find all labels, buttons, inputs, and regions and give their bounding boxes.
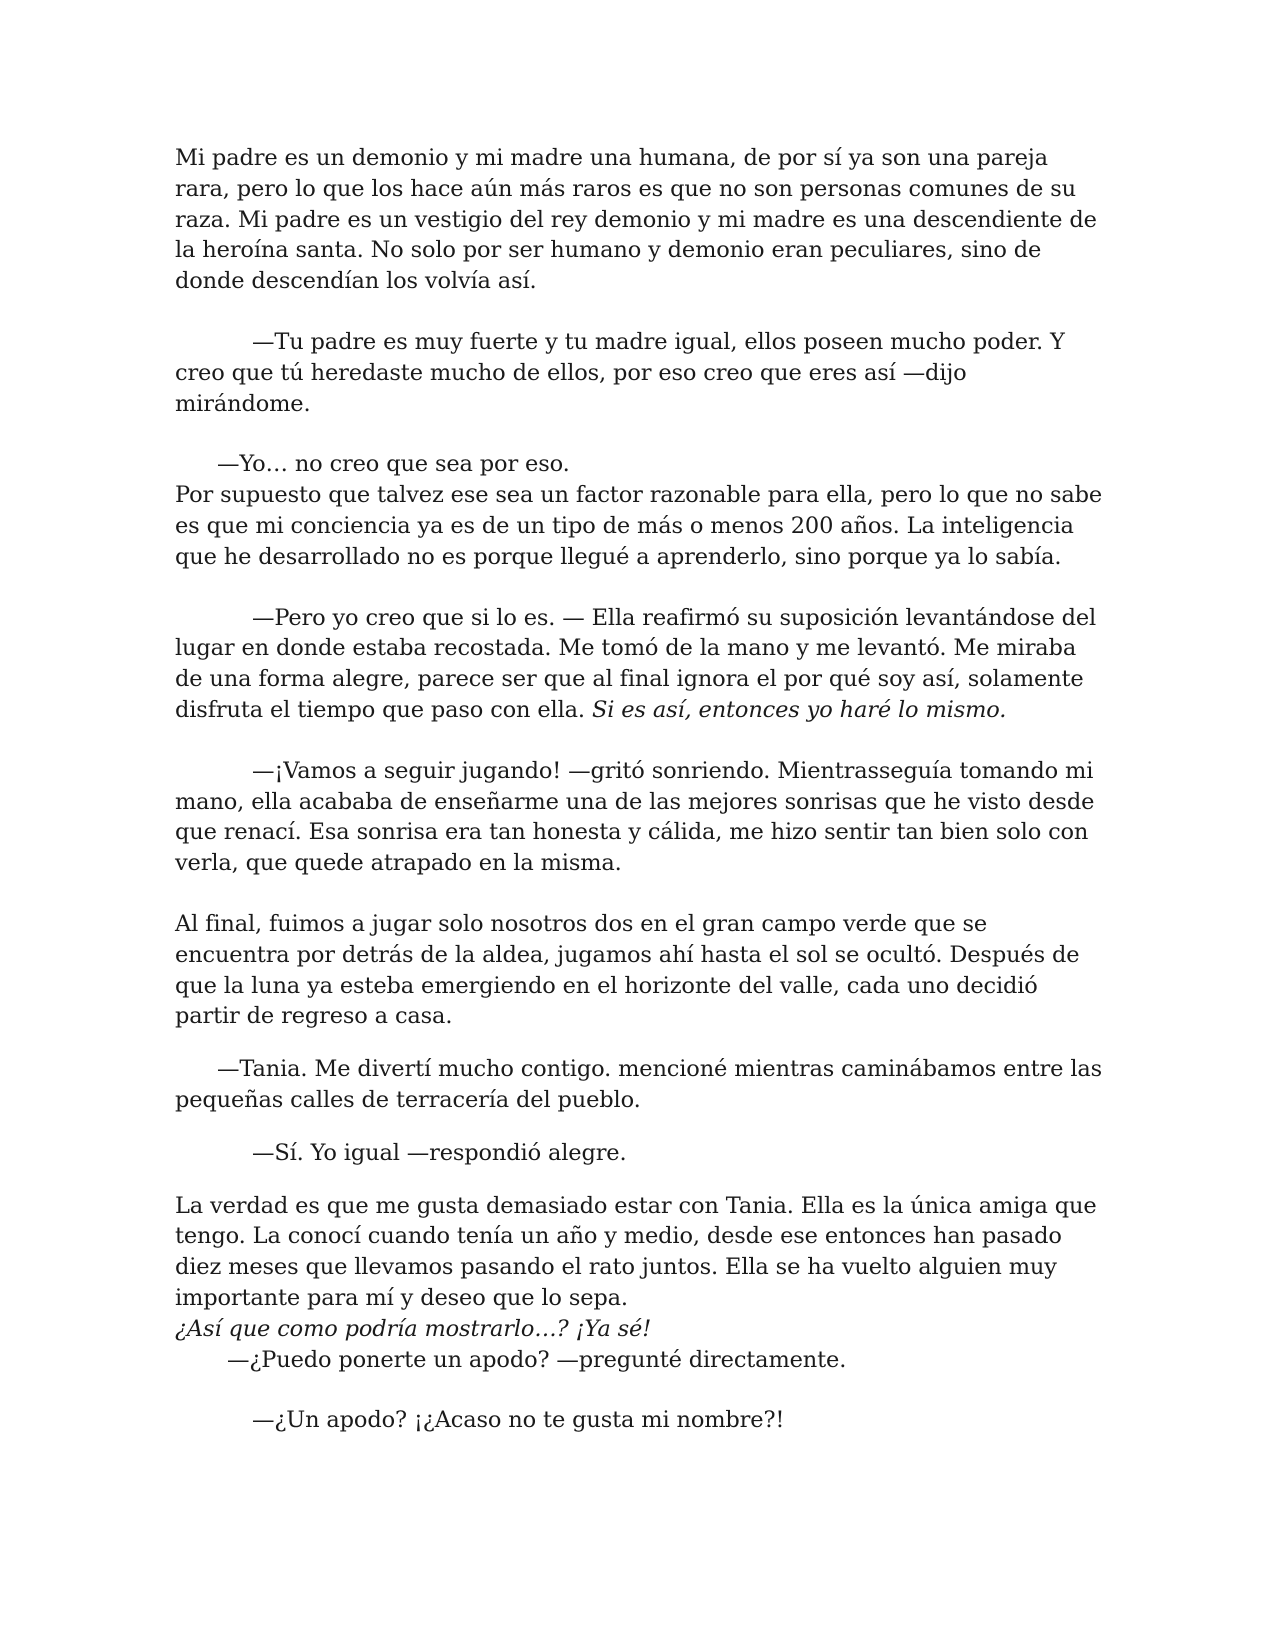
- paragraph-12: —¿Puedo ponerte un apodo? —pregunté directamente.: [227, 1346, 847, 1373]
- paragraph-13: —¿Un apodo? ¡¿Acaso no te gusta mi nombre?!: [252, 1407, 785, 1434]
- paragraph-5-italic: Si es así, entonces yo haré lo mismo.: [591, 696, 1007, 723]
- document-page: [175, 143, 1105, 1436]
- paragraph-3: —Yo… no creo que sea por eso.: [217, 451, 570, 478]
- paragraph-11-italic: ¿Así que como podría mostrarlo…? ¡Ya sé!: [175, 1315, 652, 1342]
- paragraph-1: Mi padre es un demonio y mi madre una humana, de por sí ya son una pareja rara, pero lo que los hace aún más raros es que no son personas comunes de su raza. Mi padre es un vestigio del rey demonio y mi madre es una descendiente de la heroína santa. No solo por ser humano y demonio eran peculiares, sino de donde descendían los volvía así.: [175, 145, 1097, 295]
- paragraph-5-text: —Pero yo creo que si lo es. — Ella reafirmó su suposición levantándose del lugar en donde estaba recostada. Me tomó de la mano y me levantó. Me miraba de una forma alegre, parece ser que al final ignora el por qué soy así, solamente disfruta el tiempo que paso con ella.: [175, 604, 1097, 723]
- paragraph-5: [175, 603, 1105, 726]
- paragraph-4: Por supuesto que talvez ese sea un factor razonable para ella, pero lo que no sabe es que mi conciencia ya es de un tipo de más o menos 200 años. La inteligencia que he desarrollado no es porque llegué a aprenderlo, sino porque ya lo sabía.: [175, 482, 1103, 570]
- paragraph-6: —¡Vamos a seguir jugando! —gritó sonriendo. Mientrasseguía tomando mi mano, ella acababa de enseñarme una de las mejores sonrisas que he visto desde que renací. Esa sonrisa era tan honesta y cálida, me hizo sentir tan bien solo con verla, que quede atrapado en la misma.: [175, 757, 1095, 877]
- paragraph-10: La verdad es que me gusta demasiado estar con Tania. Ella es la única amiga que tengo. La conocí cuando tenía un año y medio, desde ese entonces han pasado diez meses que llevamos pasando el rato juntos. Ella se ha vuelto alguien muy importante para mí y deseo que lo sepa.: [175, 1192, 1097, 1311]
- paragraph-8: —Tania. Me divertí mucho contigo. mencioné mientras caminábamos entre las pequeñas calles de terracería del pueblo.: [175, 1056, 1103, 1113]
- paragraph-9: —Sí. Yo igual —respondió alegre.: [252, 1139, 627, 1166]
- paragraph-7: Al final, fuimos a jugar solo nosotros dos en el gran campo verde que se encuentra por detrás de la aldea, jugamos ahí hasta el sol se ocultó. Después de que la luna ya esteba emergiendo en el horizonte del valle, cada uno decidió partir de regreso a casa.: [175, 910, 1080, 1030]
- paragraph-2: —Tu padre es muy fuerte y tu madre igual, ellos poseen mucho poder. Y creo que tú heredaste mucho de ellos, por eso creo que eres así —dijo mirándome.: [175, 328, 1065, 417]
